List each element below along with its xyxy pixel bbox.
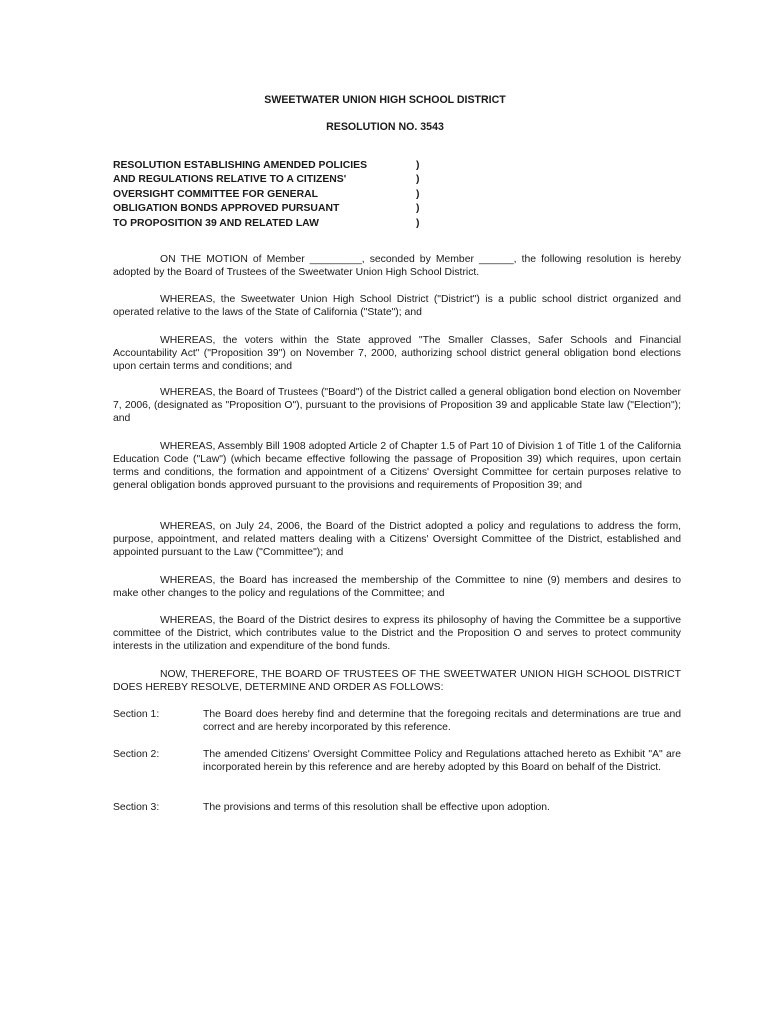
section-text: The amended Citizens' Oversight Committee Policy and Regulations attached hereto as Exhibit "A" are incorporated herein by this reference and are hereby adopted by this Board on behalf of the District. bbox=[203, 749, 681, 773]
whereas-paragraph: WHEREAS, the Board of the District desires to express its philosophy of having the Committee be a supportive committee of the District, which contributes value to the District and the Proposition O and serves to protect community interests in the utilization and expenditure of the bond funds. bbox=[113, 615, 681, 652]
whereas-paragraph: WHEREAS, Assembly Bill 1908 adopted Article 2 of Chapter 1.5 of Part 10 of Division 1 of Title 1 of the California Education Code ("Law") (which became effective following the passage of Proposition 39) which requires, upon certain terms and conditions, the formation and appointment of a Citizens' Oversight Committee for certain purposes relative to general obligation bonds approved pursuant to the provisions and requirements of Proposition 39; and bbox=[113, 441, 681, 491]
caption-brackets bbox=[416, 159, 428, 231]
whereas-paragraph: WHEREAS, the Board of Trustees ("Board") of the District called a general obligation bond election on November 7, 2006, (designated as "Proposition O"), pursuant to the provisions of Proposition 39 and applicable State law ("Election"); and bbox=[113, 387, 681, 424]
whereas-paragraph: WHEREAS, the voters within the State approved "The Smaller Classes, Safer Schools and Financial Accountability Act" ("Proposition 39") on November 7, 2000, authorizing school district general obligation bond elections upon certain terms and conditions; and bbox=[113, 335, 681, 372]
whereas-paragraph: WHEREAS, on July 24, 2006, the Board of the District adopted a policy and regulations to address the form, purpose, appointment, and related matters dealing with a Citizens' Oversight Committee of the District, established and appointed pursuant to the Law ("Committee"); and bbox=[113, 521, 681, 558]
caption-line: AND REGULATIONS RELATIVE TO A CITIZENS' bbox=[113, 174, 347, 186]
caption-paren: ) bbox=[416, 160, 420, 171]
caption-paren: ) bbox=[416, 174, 420, 186]
section-label: Section 3: bbox=[113, 802, 160, 813]
section-text: The Board does hereby find and determine that the foregoing recitals and determinations are true and correct and are hereby incorporated by this reference. bbox=[203, 709, 681, 733]
whereas-paragraph: WHEREAS, the Sweetwater Union High School District ("District") is a public school district organized and operated relative to the laws of the State of California ("State"); and bbox=[113, 294, 681, 318]
caption-paren: ) bbox=[416, 203, 420, 215]
section-label: Section 1: bbox=[113, 709, 160, 720]
caption-line: RESOLUTION ESTABLISHING AMENDED POLICIES bbox=[113, 160, 368, 171]
section-label: Section 2: bbox=[113, 749, 160, 760]
caption-paren: ) bbox=[416, 217, 420, 229]
caption-paren: ) bbox=[416, 188, 420, 200]
caption-line: OVERSIGHT COMMITTEE FOR GENERAL bbox=[113, 188, 318, 200]
now-therefore-paragraph: NOW, THEREFORE, THE BOARD OF TRUSTEES OF THE SWEETWATER UNION HIGH SCHOOL DISTRICT DOES HEREBY RESOLVE, DETERMINE AND ORDER AS FOLLOWS: bbox=[113, 669, 681, 693]
whereas-paragraph: WHEREAS, the Board has increased the membership of the Committee to nine (9) members and desires to make other changes to the policy and regulations of the Committee; and bbox=[113, 575, 681, 599]
motion-paragraph: ON THE MOTION of Member _________, seconded by Member ______, the following resolution is hereby adopted by the Board of Trustees of the Sweetwater Union High School District. bbox=[113, 254, 681, 278]
caption-line: TO PROPOSITION 39 AND RELATED LAW bbox=[113, 217, 319, 229]
caption-line: OBLIGATION BONDS APPROVED PURSUANT bbox=[113, 203, 340, 215]
district-title: SWEETWATER UNION HIGH SCHOOL DISTRICT bbox=[264, 94, 506, 106]
resolution-number: RESOLUTION NO. 3543 bbox=[326, 121, 444, 133]
section-text: The provisions and terms of this resolution shall be effective upon adoption. bbox=[203, 802, 550, 813]
resolution-caption bbox=[113, 159, 403, 231]
